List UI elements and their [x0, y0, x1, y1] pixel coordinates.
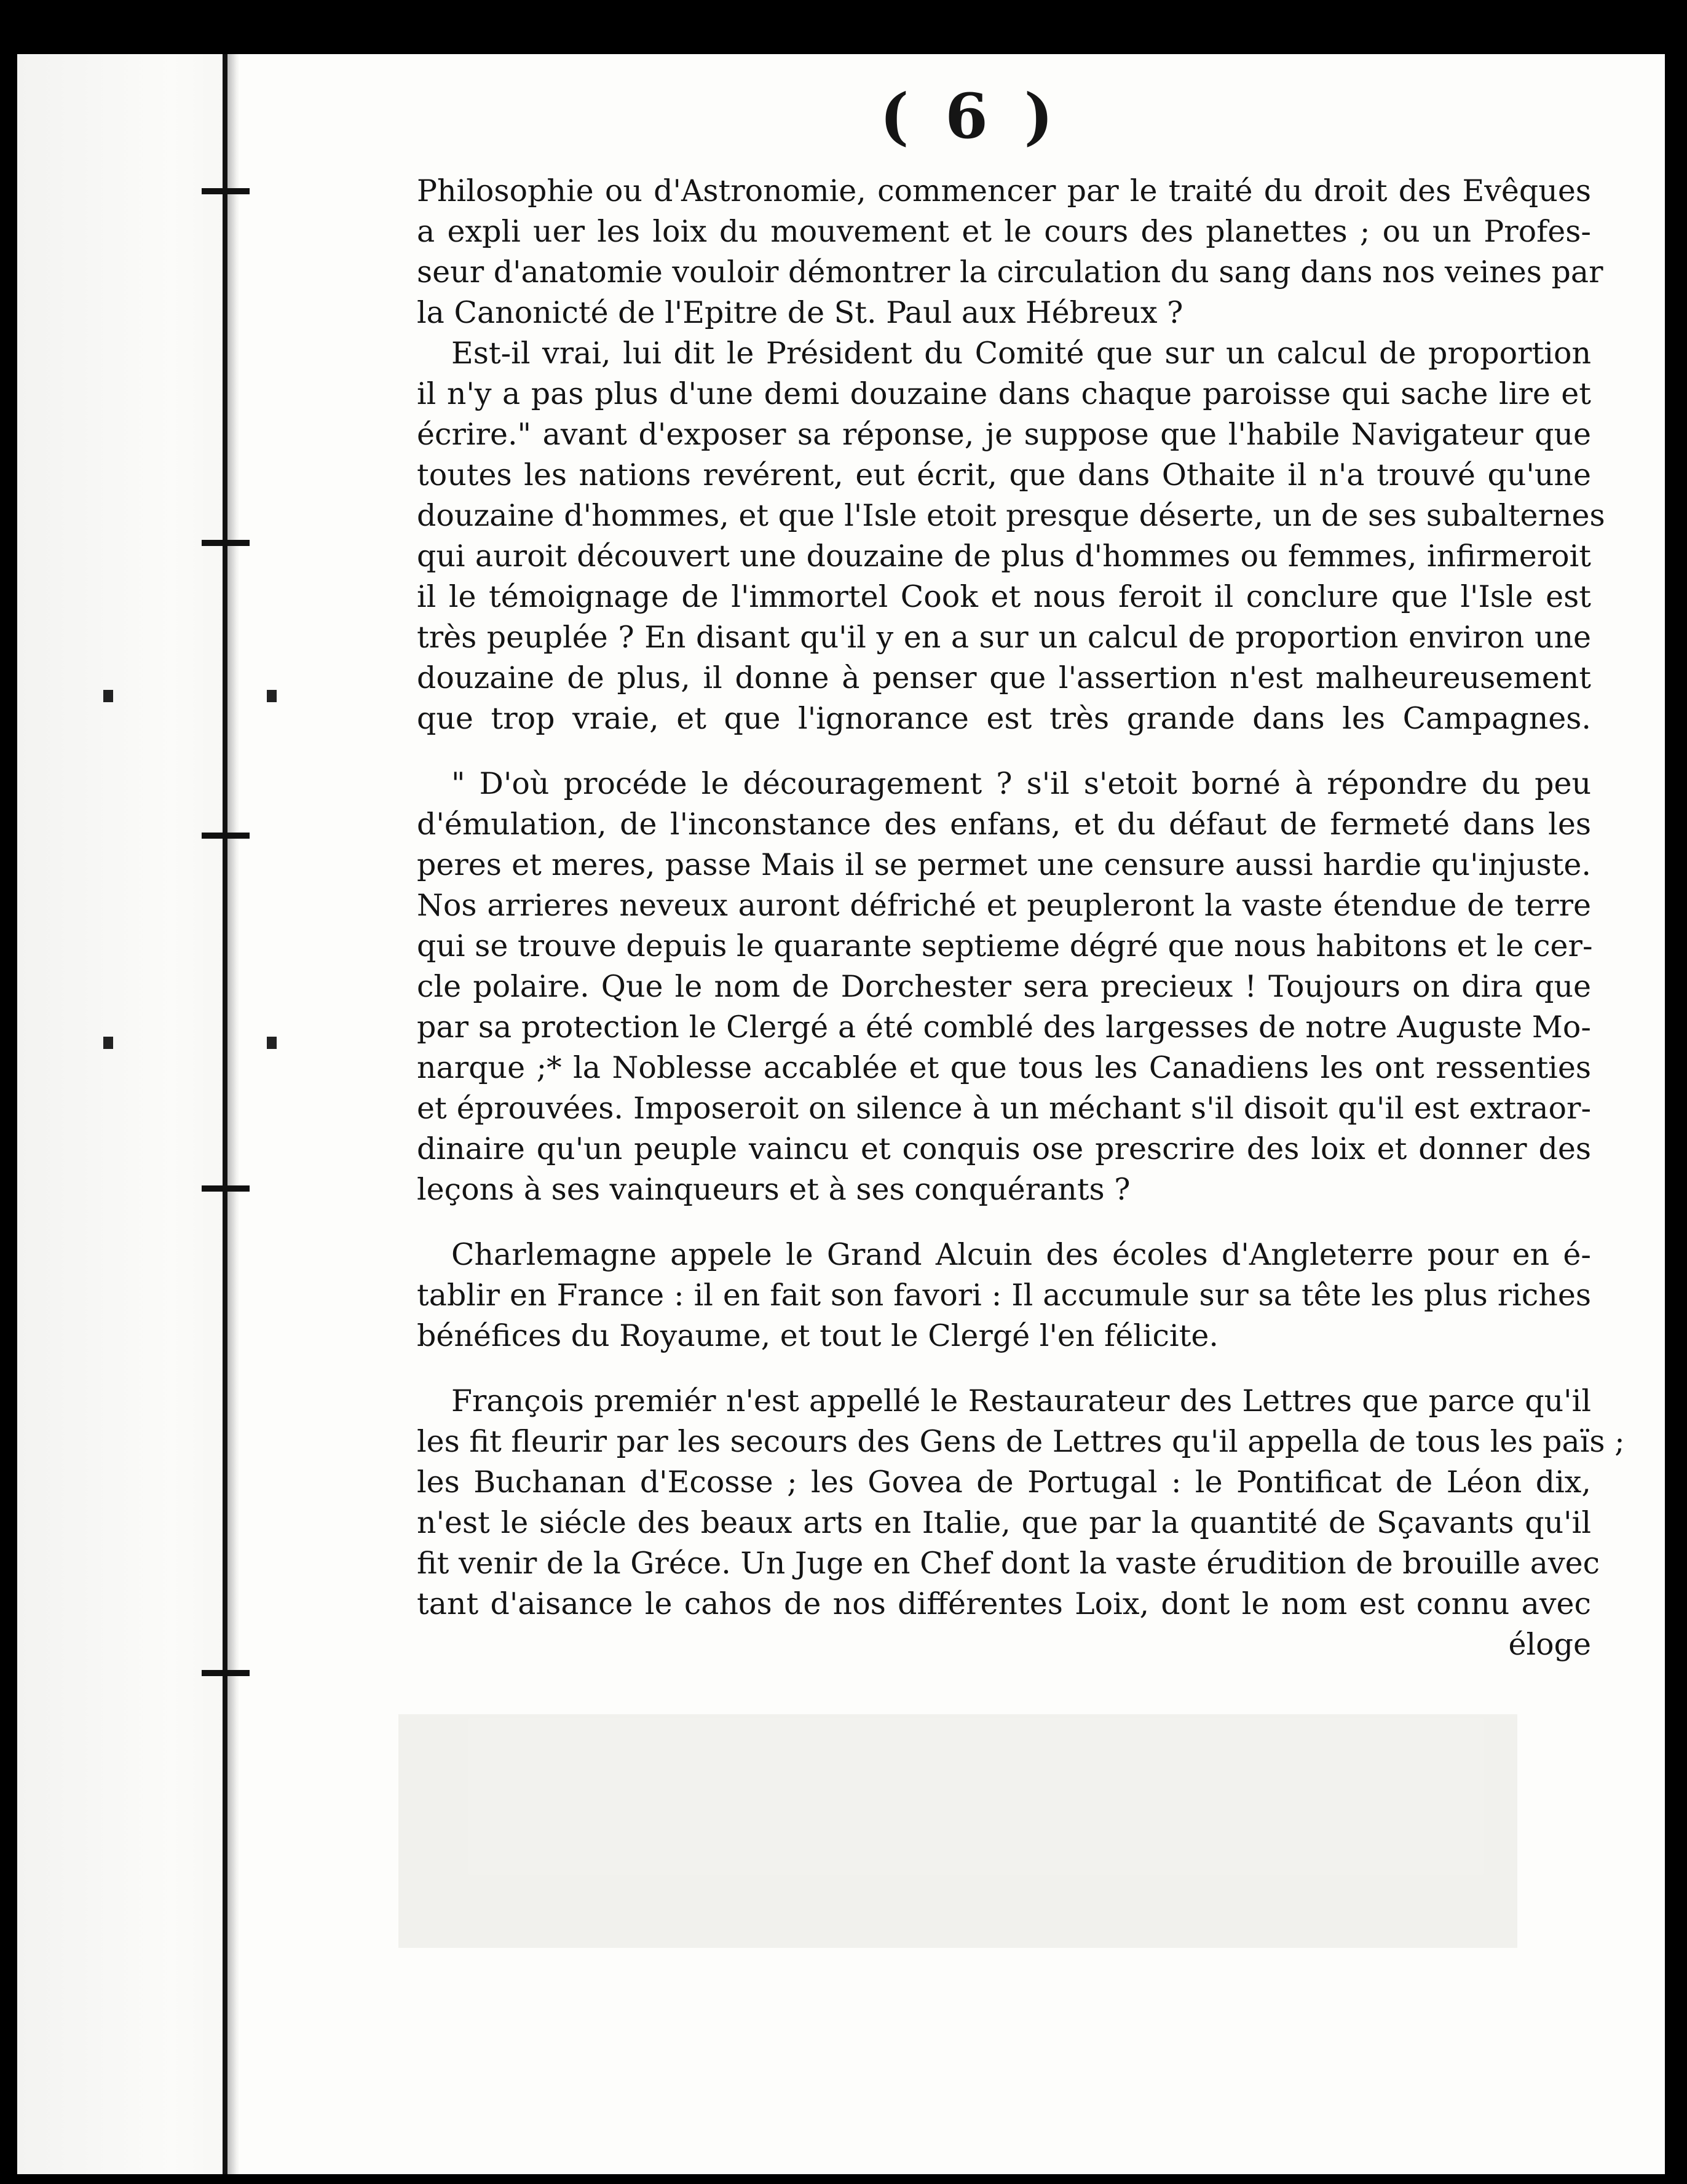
paper-stain — [398, 1714, 1517, 1948]
document-page — [17, 54, 1665, 2174]
binding-stitch-mark — [202, 1670, 250, 1676]
text-line: a expli uer les loix du mouvement et le cours des planettes ; ou un Profes- — [417, 214, 1591, 249]
paragraph-gap — [417, 1356, 1591, 1381]
text-line: bénéfices du Royaume, et tout le Clergé l'en félicite. — [417, 1318, 1219, 1353]
text-line: leçons à ses vainqueurs et à ses conquérants ? — [417, 1172, 1131, 1207]
text-line: qui auroit découvert une douzaine de plus d'hommes ou femmes, infirmeroit — [417, 539, 1591, 574]
text-line: cle polaire. Que le nom de Dorchester sera precieux ! Toujours on dira que — [417, 969, 1591, 1004]
paragraph-4 — [417, 1235, 1591, 1356]
text-line: tant d'aisance le cahos de nos différentes Loix, dont le nom est connu avec — [417, 1586, 1591, 1621]
body-text — [417, 171, 1625, 1665]
text-line: par sa protection le Clergé a été comblé des largesses de notre Auguste Mo- — [417, 1010, 1591, 1045]
binding-hole-mark — [267, 1037, 277, 1049]
paragraph-5 — [417, 1381, 1625, 1665]
text-line: Philosophie ou d'Astronomie, commencer par le traité du droit des Evêques — [417, 173, 1591, 208]
text-line: les Buchanan d'Ecosse ; les Govea de Portugal : le Pontificat de Léon dix, — [417, 1465, 1591, 1500]
text-line: seur d'anatomie vouloir démontrer la circulation du sang dans nos veines par — [417, 255, 1603, 290]
text-line: les fit fleurir par les secours des Gens de Lettres qu'il appella de tous les païs ; — [417, 1424, 1625, 1459]
facing-page-edge — [17, 54, 239, 2174]
text-line: que trop vraie, et que l'ignorance est très grande dans les Campagnes. — [417, 701, 1591, 736]
text-line: très peuplée ? En disant qu'il y en a sur un calcul de proportion environ une — [417, 620, 1591, 655]
page-number: ( 6 ) — [880, 80, 1061, 152]
text-line: qui se trouve depuis le quarante septieme dégré que nous habitons et le cer- — [417, 928, 1593, 963]
text-line: douzaine de plus, il donne à penser que l'assertion n'est malheureusement — [417, 660, 1591, 695]
binding-stitch-mark — [202, 188, 250, 194]
binding-hole-mark — [267, 690, 277, 702]
text-line: Nos arrieres neveux auront défriché et peupleront la vaste étendue de terre — [417, 888, 1591, 923]
text-line: et éprouvées. Imposeroit on silence à un méchant s'il disoit qu'il est extraor- — [417, 1091, 1591, 1126]
text-line: fit venir de la Gréce. Un Juge en Chef dont la vaste érudition de brouille avec — [417, 1546, 1600, 1581]
text-line: douzaine d'hommes, et que l'Isle etoit presque déserte, un de ses subalternes — [417, 498, 1605, 533]
paragraph-gap — [417, 739, 1591, 764]
text-line: peres et meres, passe Mais il se permet une censure aussi hardie qu'injuste. — [417, 847, 1591, 882]
text-line: François premiér n'est appellé le Restaurateur des Lettres que parce qu'il — [451, 1383, 1591, 1418]
text-line: Est-il vrai, lui dit le Président du Comité que sur un calcul de proportion — [451, 336, 1591, 371]
gutter-shadow — [227, 54, 237, 2174]
text-line: n'est le siécle des beaux arts en Italie, que par la quantité de Sçavants qu'il — [417, 1505, 1591, 1540]
paragraph-2 — [417, 333, 1605, 739]
binding-stitch-mark — [202, 540, 250, 546]
paragraph-3 — [417, 764, 1591, 1210]
text-line: il n'y a pas plus d'une demi douzaine dans chaque paroisse qui sache lire et — [417, 376, 1591, 411]
catchword: éloge — [1508, 1627, 1591, 1662]
paragraph-gap — [417, 1210, 1591, 1235]
text-line: " D'où procéde le découragement ? s'il s'etoit borné à répondre du peu — [451, 766, 1591, 801]
text-line: toutes les nations revérent, eut écrit, que dans Othaite il n'a trouvé qu'une — [417, 457, 1591, 493]
text-line: tablir en France : il en fait son favori : Il accumule sur sa tête les plus riches — [417, 1278, 1591, 1313]
text-line: d'émulation, de l'inconstance des enfans, et du défaut de fermeté dans les — [417, 807, 1591, 842]
binding-stitch-mark — [202, 833, 250, 839]
text-line: dinaire qu'un peuple vaincu et conquis ose prescrire des loix et donner des — [417, 1131, 1591, 1166]
binding-fold-line — [223, 54, 227, 2174]
paragraph-1 — [417, 171, 1603, 333]
text-line: écrire." avant d'exposer sa réponse, je suppose que l'habile Navigateur que — [417, 417, 1591, 452]
text-line: il le témoignage de l'immortel Cook et nous feroit il conclure que l'Isle est — [417, 579, 1591, 614]
text-line: la Canonicté de l'Epitre de St. Paul aux Hébreux ? — [417, 295, 1183, 330]
text-line: Charlemagne appele le Grand Alcuin des écoles d'Angleterre pour en é- — [451, 1237, 1591, 1272]
binding-hole-mark — [103, 690, 113, 702]
binding-stitch-mark — [202, 1185, 250, 1192]
binding-hole-mark — [103, 1037, 113, 1049]
text-line: narque ;* la Noblesse accablée et que tous les Canadiens les ont ressenties — [417, 1050, 1591, 1085]
